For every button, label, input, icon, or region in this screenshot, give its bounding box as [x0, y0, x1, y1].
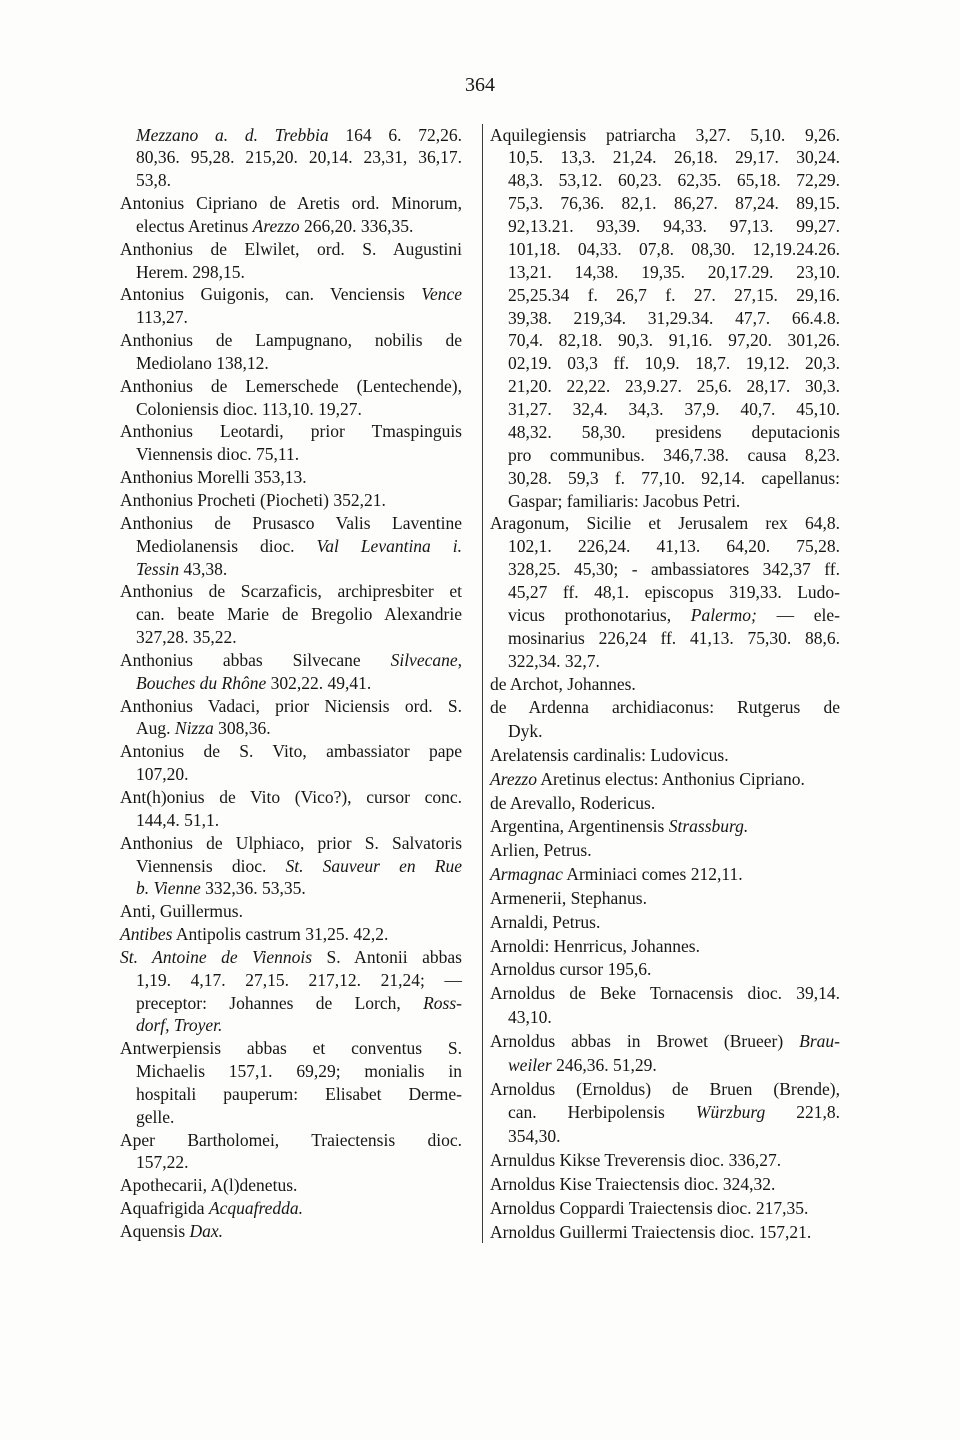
index-continuation-line — [490, 467, 840, 490]
index-text: Dyk. — [508, 721, 543, 742]
index-entry — [120, 512, 462, 581]
index-text: 13,21. 14,38. 19,35. 20,17.29. 23,10. — [508, 261, 840, 282]
index-text: Antonius Guigonis, can. Venciensis — [120, 284, 422, 305]
index-text: Herem. 298,15. — [136, 261, 245, 282]
place-name: Val Levantina i. — [316, 535, 463, 556]
index-text: Aug. — [136, 718, 175, 739]
index-continuation-line — [120, 215, 462, 238]
index-continuation-line — [120, 1151, 462, 1174]
index-text: 10,5. 13,3. 21,24. 26,18. 29,17. 30,24. — [508, 147, 840, 168]
index-entry — [120, 192, 462, 238]
index-entry — [490, 512, 840, 672]
index-column-right — [490, 124, 840, 1245]
index-text: mosinarius 226,24 ff. 41,13. 75,30. 88,6. — [508, 627, 840, 648]
index-text: pro communibus. 346,7.38. causa 8,23. — [508, 444, 840, 465]
index-heading-line — [120, 900, 462, 923]
index-text: Aper Bartholomei, Traiectensis dioc. — [120, 1129, 462, 1150]
index-continuation-line — [120, 969, 462, 992]
index-text: Arnoldus Guillermi Traiectensis dioc. 157,21. — [490, 1221, 812, 1242]
index-text: 45,27 ff. 48,1. episcopus 319,33. Ludo- — [508, 582, 840, 602]
index-text: 102,1. 226,24. 41,13. 64,20. 75,28. — [508, 536, 840, 557]
index-entry — [120, 238, 462, 284]
index-continuation-line — [120, 1106, 462, 1129]
index-entry — [490, 863, 840, 887]
index-continuation-line — [120, 535, 462, 558]
place-name: Nizza — [174, 718, 214, 739]
index-text: Mediolanensis dioc. — [136, 535, 317, 556]
index-entry — [490, 935, 840, 959]
index-text: Ant(h)onius de Vito (Vico?), cursor conc. — [120, 786, 462, 807]
place-name: Mezzano a. d. Trebbia — [136, 124, 329, 145]
index-continuation-line — [120, 626, 462, 649]
index-heading-line — [120, 283, 462, 306]
index-text: 25,25.34 f. 26,7 f. 27. 27,15. 29,16. — [508, 284, 840, 305]
index-text: 302,22. 49,41. — [266, 672, 372, 693]
index-heading-line — [120, 489, 462, 512]
index-heading-line — [120, 192, 462, 215]
index-heading-line — [120, 512, 462, 535]
place-name: Arezzo — [252, 215, 300, 236]
index-heading-line — [490, 768, 840, 792]
index-continuation-line — [490, 1101, 840, 1125]
index-text: Aquensis — [120, 1221, 190, 1241]
index-text: Anthonius de Lampugnano, nobilis de — [120, 330, 462, 351]
index-continuation-line — [120, 261, 462, 284]
index-text: de Arevallo, Rodericus. — [490, 792, 656, 813]
index-continuation-line — [120, 1083, 462, 1106]
index-entry — [120, 124, 462, 193]
index-text: 246,36. 51,29. — [551, 1054, 657, 1075]
place-name: Dax. — [189, 1221, 224, 1241]
index-heading-line — [120, 1220, 462, 1243]
index-text: 43,38. — [179, 558, 228, 579]
index-heading-line — [120, 649, 462, 672]
index-continuation-line — [490, 650, 840, 673]
index-heading-line — [490, 839, 840, 863]
index-text: Anthonius de Lemerschede (Lentechende), — [120, 375, 462, 396]
index-text: 328,25. 45,30; - ambassiatores 342,37 ff. — [508, 559, 840, 580]
index-heading-line — [120, 695, 462, 718]
place-name: Ross- — [423, 992, 462, 1013]
index-entry — [490, 1221, 840, 1245]
index-column-left — [120, 124, 462, 1243]
index-continuation-line — [490, 720, 840, 744]
index-heading-line — [120, 832, 462, 855]
index-text: can. Herbipolensis — [508, 1102, 696, 1123]
index-text: Antonius de S. Vito, ambassiator pape — [120, 741, 462, 762]
index-heading-line — [120, 1129, 462, 1152]
place-name: Acquafredda. — [208, 1198, 304, 1219]
index-text: 113,27. — [136, 307, 188, 328]
place-name: weiler — [508, 1054, 552, 1075]
index-text: Arnoldus de Beke Tornacensis dioc. 39,14. — [490, 983, 840, 1004]
index-continuation-line — [490, 261, 840, 284]
index-text: Aragonum, Sicilie et Jerusalem rex 64,8. — [490, 513, 840, 534]
index-entry — [120, 1129, 462, 1175]
index-text: Arnoldi: Henrricus, Johannes. — [490, 935, 700, 956]
index-text: 48,32. 58,30. presidens deputacionis — [508, 421, 840, 442]
place-name: Strassburg. — [668, 816, 749, 837]
index-entry — [490, 792, 840, 816]
index-text: Viennensis dioc. 75,11. — [136, 444, 300, 465]
index-text: Antwerpiensis abbas et conventus S. — [120, 1038, 462, 1059]
index-heading-line — [490, 911, 840, 935]
index-text: 70,4. 82,18. 90,3. 91,16. 97,20. 301,26. — [508, 330, 840, 351]
index-continuation-line — [490, 352, 840, 375]
index-entry — [490, 124, 840, 513]
index-text: vicus prothonotarius, — [508, 604, 691, 625]
index-text: 354,30. — [508, 1126, 561, 1147]
index-text: Mediolano 138,12. — [136, 352, 269, 373]
index-heading-line — [490, 863, 840, 887]
index-text: 75,3. 76,36. 82,1. 86,27. 87,24. 89,15. — [508, 193, 840, 214]
index-text: Anthonius de Ulphiaco, prior S. Salvatoris — [120, 832, 462, 853]
index-entry — [120, 695, 462, 741]
index-entry — [120, 1037, 462, 1128]
index-heading-line — [490, 744, 840, 768]
index-text: Arlien, Petrus. — [490, 840, 592, 861]
index-heading-line — [120, 946, 462, 969]
index-entry — [120, 900, 462, 923]
index-continuation-line — [490, 169, 840, 192]
index-text: can. beate Marie de Bregolio Alexandrie — [136, 604, 462, 625]
place-name: Tessin — [136, 558, 180, 579]
index-continuation-line — [120, 809, 462, 832]
index-entry — [120, 329, 462, 375]
index-text: Anthonius de Elwilet, ord. S. Augustini — [120, 238, 462, 259]
index-entry — [490, 673, 840, 697]
index-text: 327,28. 35,22. — [136, 627, 237, 648]
index-heading-line — [490, 1173, 840, 1197]
index-entry — [490, 1149, 840, 1173]
index-text: Anti, Guillermus. — [120, 901, 243, 922]
index-entry — [120, 786, 462, 832]
index-text: — ele- — [756, 604, 840, 625]
index-text: Arelatensis cardinalis: Ludovicus. — [490, 744, 729, 765]
index-text: Anthonius Vadaci, prior Niciensis ord. S. — [120, 695, 462, 716]
place-name: Bouches du Rhône — [136, 672, 267, 693]
index-heading-line — [490, 1149, 840, 1173]
index-continuation-line — [490, 284, 840, 307]
place-name: Palermo; — [690, 604, 757, 625]
index-entry — [120, 832, 462, 901]
index-continuation-line — [120, 717, 462, 740]
index-text: Antipolis castrum 31,25. 42,2. — [172, 924, 389, 945]
index-heading-line — [490, 1221, 840, 1245]
index-entry — [490, 982, 840, 1030]
place-name: Brau- — [799, 1030, 840, 1051]
index-heading-line — [490, 887, 840, 911]
index-heading-line — [120, 1197, 462, 1220]
index-heading-line — [120, 923, 462, 946]
index-heading-line — [490, 1197, 840, 1221]
index-entry — [120, 923, 462, 946]
index-text: 48,3. 53,12. 60,23. 62,35. 65,18. 72,29. — [508, 170, 840, 191]
index-text: 1,19. 4,17. 27,15. 217,12. 21,24; — — [136, 969, 462, 990]
index-continuation-line — [490, 398, 840, 421]
index-text: Arnoldus cursor 195,6. — [490, 959, 652, 980]
index-text: 157,22. — [136, 1152, 189, 1173]
index-text: 164 6. 72,26. — [328, 124, 462, 145]
index-text: Arnaldi, Petrus. — [490, 911, 601, 932]
index-text: 80,36. 95,28. 215,20. 20,14. 23,31, 36,17. — [136, 147, 462, 168]
index-entry — [490, 887, 840, 911]
index-continuation-line — [490, 421, 840, 444]
index-continuation-line — [120, 855, 462, 878]
index-entry — [120, 420, 462, 466]
index-continuation-line — [120, 124, 462, 147]
place-name: St. Antoine de Viennois — [120, 946, 313, 967]
index-text: Arnuldus Kikse Treverensis dioc. 336,27. — [490, 1150, 782, 1171]
index-text: 332,36. 53,35. — [200, 878, 306, 899]
index-entry — [490, 839, 840, 863]
index-continuation-line — [120, 1060, 462, 1083]
place-name: St. Sauveur en Rue — [285, 855, 462, 876]
index-text: Anthonius de Scarzaficis, archipresbiter et — [120, 581, 462, 602]
index-heading-line — [120, 580, 462, 603]
index-continuation-line — [490, 581, 840, 604]
index-heading-line — [490, 935, 840, 959]
place-name: Arezzo — [490, 768, 537, 789]
index-entry — [120, 283, 462, 329]
index-entry — [120, 740, 462, 786]
index-heading-line — [490, 792, 840, 816]
index-text: Anthonius de Prusasco Valis Laventine — [120, 512, 462, 533]
place-name: Silvecane, — [390, 649, 462, 670]
index-heading-line — [490, 512, 840, 535]
index-continuation-line — [120, 352, 462, 375]
index-heading-line — [120, 375, 462, 398]
place-name: Würzburg — [695, 1102, 766, 1123]
index-text: 322,34. 32,7. — [508, 650, 600, 671]
index-text: 30,28. 59,3 f. 77,10. 92,14. capellanus: — [508, 467, 840, 488]
index-continuation-line — [490, 1125, 840, 1149]
index-text: 308,36. — [213, 718, 271, 739]
index-entry — [490, 768, 840, 792]
index-text: Anthonius abbas Silvecane — [120, 649, 391, 670]
index-text: 02,19. 03,3 ff. 10,9. 18,7. 19,12. 20,3. — [508, 353, 840, 374]
index-text: Arnoldus Coppardi Traiectensis dioc. 217,35. — [490, 1197, 809, 1218]
index-continuation-line — [490, 490, 840, 513]
index-entry — [120, 1220, 462, 1243]
index-entry — [120, 1197, 462, 1220]
index-text: Aquafrigida — [120, 1198, 209, 1219]
index-continuation-line — [490, 444, 840, 467]
index-text: Antonius Cipriano de Aretis ord. Minorum, — [120, 193, 462, 214]
index-entry — [120, 649, 462, 695]
index-text: 21,20. 22,22. 23,9.27. 25,6. 28,17. 30,3. — [508, 376, 840, 397]
index-text: gelle. — [136, 1106, 175, 1127]
index-continuation-line — [490, 535, 840, 558]
index-text: 92,13.21. 93,39. 94,33. 97,13. 99,27. — [508, 216, 840, 236]
index-heading-line — [120, 466, 462, 489]
index-continuation-line — [120, 558, 462, 581]
index-continuation-line — [490, 192, 840, 215]
index-entry — [120, 489, 462, 512]
index-continuation-line — [490, 627, 840, 650]
index-text: 43,10. — [508, 1007, 552, 1028]
index-continuation-line — [120, 877, 462, 900]
index-continuation-line — [120, 1014, 462, 1037]
index-continuation-line — [490, 238, 840, 261]
index-entry — [490, 1030, 840, 1078]
page-number: 364 — [465, 74, 495, 96]
index-continuation-line — [490, 1006, 840, 1030]
index-continuation-line — [490, 375, 840, 398]
index-text: Coloniensis dioc. 113,10. 19,27. — [136, 398, 362, 419]
index-continuation-line — [490, 558, 840, 581]
index-text: Aretinus electus: Anthonius Cipriano. — [537, 768, 805, 789]
place-name: b. Vienne — [136, 878, 201, 899]
index-text: Armenerii, Stephanus. — [490, 887, 647, 908]
index-heading-line — [490, 696, 840, 720]
index-text: Arminiaci comes 212,11. — [562, 864, 743, 885]
index-text: preceptor: Johannes de Lorch, — [136, 992, 424, 1013]
index-text: 266,20. 336,35. — [299, 215, 414, 236]
index-text: S. Antonii abbas — [312, 946, 462, 967]
index-entry — [120, 375, 462, 421]
place-name: dorf, Troyer. — [136, 1015, 223, 1036]
index-heading-line — [120, 329, 462, 352]
index-entry — [490, 958, 840, 982]
index-entry — [490, 1197, 840, 1221]
index-continuation-line — [120, 306, 462, 329]
index-text: de Ardenna archidiaconus: Rutgerus de — [490, 697, 840, 718]
index-entry — [490, 815, 840, 839]
index-text: 39,38. 219,34. 31,29.34. 47,7. 66.4.8. — [508, 307, 840, 328]
column-divider — [482, 124, 483, 1243]
index-text: Aquilegiensis patriarcha 3,27. 5,10. 9,26. — [490, 124, 840, 145]
index-text: Anthonius Morelli 353,13. — [120, 467, 307, 488]
index-entry — [120, 1174, 462, 1197]
index-text: Arnoldus Kise Traiectensis dioc. 324,32. — [490, 1173, 776, 1194]
place-name: Vence — [421, 284, 462, 305]
index-heading-line — [120, 238, 462, 261]
index-continuation-line — [120, 992, 462, 1015]
place-name: Armagnac — [490, 864, 563, 885]
index-text: Viennensis dioc. — [136, 855, 286, 876]
index-entry — [490, 1078, 840, 1149]
index-continuation-line — [120, 603, 462, 626]
index-text: 107,20. — [136, 764, 189, 785]
index-heading-line — [120, 740, 462, 763]
index-continuation-line — [120, 169, 462, 192]
index-text: Apothecarii, A(l)denetus. — [120, 1175, 298, 1196]
index-entry — [490, 1173, 840, 1197]
index-continuation-line — [120, 763, 462, 786]
index-continuation-line — [490, 307, 840, 330]
index-text: 101,18. 04,33. 07,8. 08,30. 12,19.24.26. — [508, 238, 840, 259]
index-continuation-line — [490, 146, 840, 169]
index-text: Arnoldus (Ernoldus) de Bruen (Brende), — [490, 1078, 840, 1099]
index-continuation-line — [490, 604, 840, 627]
index-heading-line — [120, 1174, 462, 1197]
index-entry — [120, 580, 462, 649]
index-entry — [120, 466, 462, 489]
index-heading-line — [490, 958, 840, 982]
index-text: Gaspar; familiaris: Jacobus Petri. — [508, 490, 741, 511]
index-continuation-line — [120, 443, 462, 466]
index-continuation-line — [120, 672, 462, 695]
index-text: electus Aretinus — [136, 215, 253, 236]
index-continuation-line — [490, 215, 840, 238]
index-entry — [490, 911, 840, 935]
index-heading-line — [490, 815, 840, 839]
index-heading-line — [490, 1030, 840, 1054]
index-text: 144,4. 51,1. — [136, 809, 220, 830]
index-text: Arnoldus abbas in Browet (Brueer) — [490, 1030, 800, 1051]
index-heading-line — [490, 673, 840, 697]
index-text: Michaelis 157,1. 69,29; monialis in — [136, 1061, 462, 1082]
index-continuation-line — [120, 146, 462, 169]
index-continuation-line — [120, 398, 462, 421]
index-text: Anthonius Leotardi, prior Tmaspinguis — [120, 421, 462, 442]
index-heading-line — [120, 420, 462, 443]
index-heading-line — [120, 1037, 462, 1060]
index-heading-line — [490, 124, 840, 147]
index-continuation-line — [490, 1054, 840, 1078]
index-heading-line — [490, 982, 840, 1006]
index-heading-line — [120, 786, 462, 809]
index-text: 31,27. 32,4. 34,3. 37,9. 40,7. 45,10. — [508, 399, 840, 419]
index-entry — [120, 946, 462, 1037]
index-text: 53,8. — [136, 170, 171, 191]
index-entry — [490, 696, 840, 744]
place-name: Antibes — [120, 924, 173, 945]
index-text: 221,8. — [765, 1102, 841, 1123]
index-text: Anthonius Procheti (Piocheti) 352,21. — [120, 490, 386, 510]
index-text: Argentina, Argentinensis — [490, 816, 669, 837]
index-heading-line — [490, 1078, 840, 1102]
index-continuation-line — [490, 329, 840, 352]
index-entry — [490, 744, 840, 768]
index-text: hospitali pauperum: Elisabet Derme- — [136, 1083, 462, 1104]
index-text: de Archot, Johannes. — [490, 673, 636, 694]
